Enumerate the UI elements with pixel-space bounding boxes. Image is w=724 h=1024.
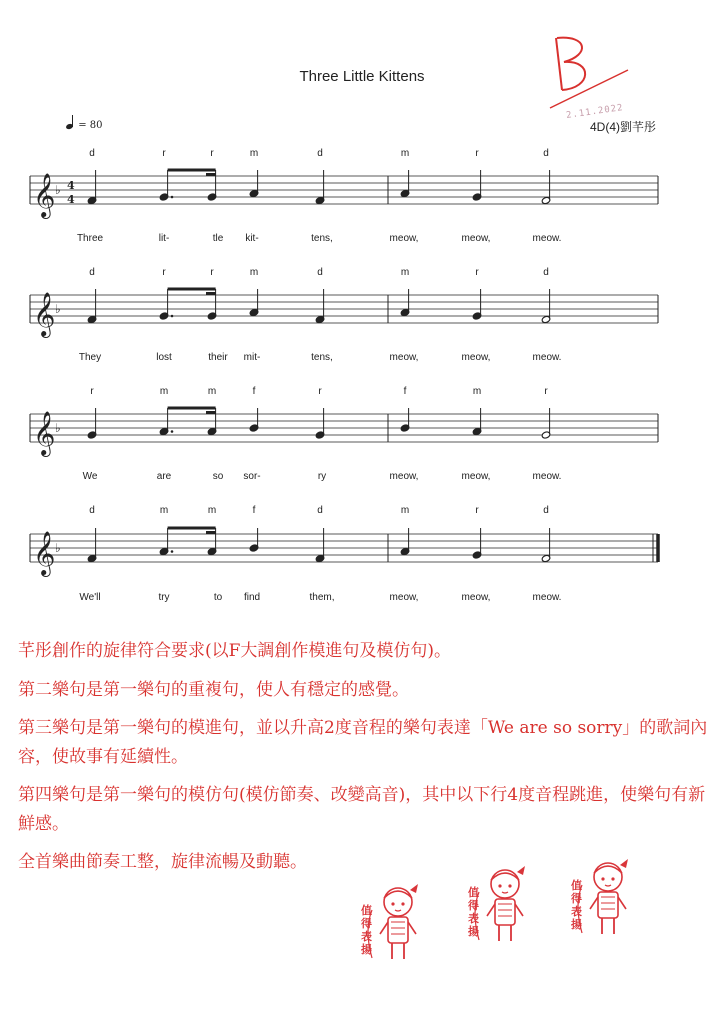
comment-4: 第四樂句是第一樂句的模仿句(模仿節奏、改變高音)，其中以下行4度音程跳進，使樂句有新鮮感。 (18, 785, 706, 834)
solfa-syllable: d (89, 267, 95, 278)
solfa-syllable: d (89, 148, 95, 159)
lyric-word: They (78, 352, 102, 363)
solfa-syllable: d (317, 148, 323, 159)
solfa-syllable: r (90, 386, 94, 397)
stamp-character: 揚 (361, 943, 372, 956)
lyric-word: meow, (389, 592, 419, 603)
lyric-word: ry (317, 471, 327, 482)
solfa-syllable: f (252, 505, 256, 516)
solfa-syllable: d (543, 267, 549, 278)
stamp-character: 得 (361, 917, 372, 930)
lyric-word: sor- (243, 471, 261, 482)
stamp-girl-icon (465, 862, 535, 962)
solfa-syllable: d (317, 505, 323, 516)
solfa-syllable: d (543, 148, 549, 159)
solfa-syllable: d (543, 505, 549, 516)
solfa-syllable: r (475, 148, 479, 159)
lyric-word: mit- (243, 352, 261, 363)
lyric-word: meow, (461, 233, 491, 244)
lyric-word: We (82, 471, 98, 482)
solfa-syllable: r (318, 386, 322, 397)
praise-stamp-1 (358, 880, 428, 980)
flat-key-signature-icon: ♭ (55, 541, 61, 555)
treble-clef-icon: 𝄞 (33, 173, 56, 217)
lyric-word: meow. (532, 471, 562, 482)
stamp-character: 表 (361, 930, 372, 943)
stamp-character: 值 (571, 879, 582, 892)
stamp-character: 揚 (571, 918, 582, 931)
stamp-girl-icon (358, 880, 428, 980)
comment-1: 芊彤創作的旋律符合要求(以F大調創作模進句及模仿句)。 (18, 641, 452, 661)
song-title: Three Little Kittens (299, 68, 425, 85)
lyric-word: find (243, 592, 261, 603)
praise-stamp-3 (568, 855, 638, 955)
flat-key-signature-icon: ♭ (55, 421, 61, 435)
stamp-character: 表 (571, 905, 582, 918)
author-label: 4D(4)劉芊彤 (590, 120, 657, 134)
solfa-syllable: m (249, 148, 259, 159)
dot (171, 430, 174, 433)
solfa-syllable: m (207, 505, 217, 516)
lyric-word: try (158, 592, 170, 603)
lyric-word: are (156, 471, 172, 482)
solfa-syllable: m (159, 386, 169, 397)
time-signature-bottom: 4 (67, 193, 75, 206)
solfa-syllable: r (475, 267, 479, 278)
dot (171, 315, 174, 318)
treble-clef-icon: 𝄞 (33, 292, 56, 336)
praise-stamp-2 (465, 862, 535, 962)
comment-3: 第三樂句是第一樂句的模進句，並以升高2度音程的樂句表達「We are so sorry」的歌詞內容，使故事有延續性。 (18, 718, 708, 767)
lyric-word: Three (76, 233, 104, 244)
stamp-character: 揚 (468, 925, 479, 938)
dot (171, 196, 174, 199)
lyric-word: lit- (158, 233, 170, 244)
solfa-syllable: r (162, 267, 166, 278)
lyric-word: meow. (532, 233, 562, 244)
stamp-character: 得 (468, 899, 479, 912)
lyric-word: We'll (79, 592, 101, 603)
comment-2: 第二樂句是第一樂句的重複句，使人有穩定的感覺。 (18, 680, 409, 700)
lyric-word: meow, (389, 233, 419, 244)
lyric-word: to (213, 592, 223, 603)
lyric-word: meow, (461, 471, 491, 482)
solfa-syllable: f (403, 386, 407, 397)
solfa-syllable: r (210, 148, 214, 159)
lyric-word: tens, (311, 233, 333, 244)
stamp-date: 2.11.2022 (565, 103, 625, 121)
solfa-syllable: r (210, 267, 214, 278)
treble-clef-icon: 𝄞 (33, 531, 56, 575)
lyric-word: tens, (311, 352, 333, 363)
lyric-word: tle (212, 233, 224, 244)
solfa-syllable: m (400, 505, 410, 516)
solfa-syllable: r (544, 386, 548, 397)
stamp-character: 表 (468, 912, 479, 925)
dot (171, 550, 174, 553)
lyric-word: meow, (461, 592, 491, 603)
solfa-syllable: m (159, 505, 169, 516)
lyric-word: so (212, 471, 224, 482)
solfa-syllable: f (252, 386, 256, 397)
solfa-syllable: m (207, 386, 217, 397)
lyric-word: meow. (532, 592, 562, 603)
solfa-syllable: r (162, 148, 166, 159)
solfa-syllable: m (249, 267, 259, 278)
lyric-word: meow, (389, 352, 419, 363)
comment-5: 全首樂曲節奏工整，旋律流暢及動聽。 (18, 852, 307, 872)
lyric-word: lost (156, 352, 172, 363)
solfa-syllable: r (475, 505, 479, 516)
lyric-word: meow, (389, 471, 419, 482)
solfa-syllable: m (400, 267, 410, 278)
stamp-character: 得 (571, 892, 582, 905)
solfa-syllable: m (472, 386, 482, 397)
tempo-value: = 80 (78, 120, 103, 131)
lyric-word: meow, (461, 352, 491, 363)
solfa-syllable: d (89, 505, 95, 516)
solfa-syllable: m (400, 148, 410, 159)
lyric-word: meow. (532, 352, 562, 363)
lyric-word: them, (309, 592, 335, 603)
flat-key-signature-icon: ♭ (55, 183, 61, 197)
stamp-character: 值 (468, 886, 479, 899)
lyric-word: their (208, 352, 228, 363)
stamp-girl-icon (568, 855, 638, 955)
lyric-word: kit- (245, 233, 259, 244)
solfa-syllable: d (317, 267, 323, 278)
treble-clef-icon: 𝄞 (33, 411, 56, 455)
grade-letter: B (568, 85, 569, 86)
flat-key-signature-icon: ♭ (55, 302, 61, 316)
time-signature-top: 4 (67, 179, 75, 192)
stamp-character: 值 (361, 904, 372, 917)
